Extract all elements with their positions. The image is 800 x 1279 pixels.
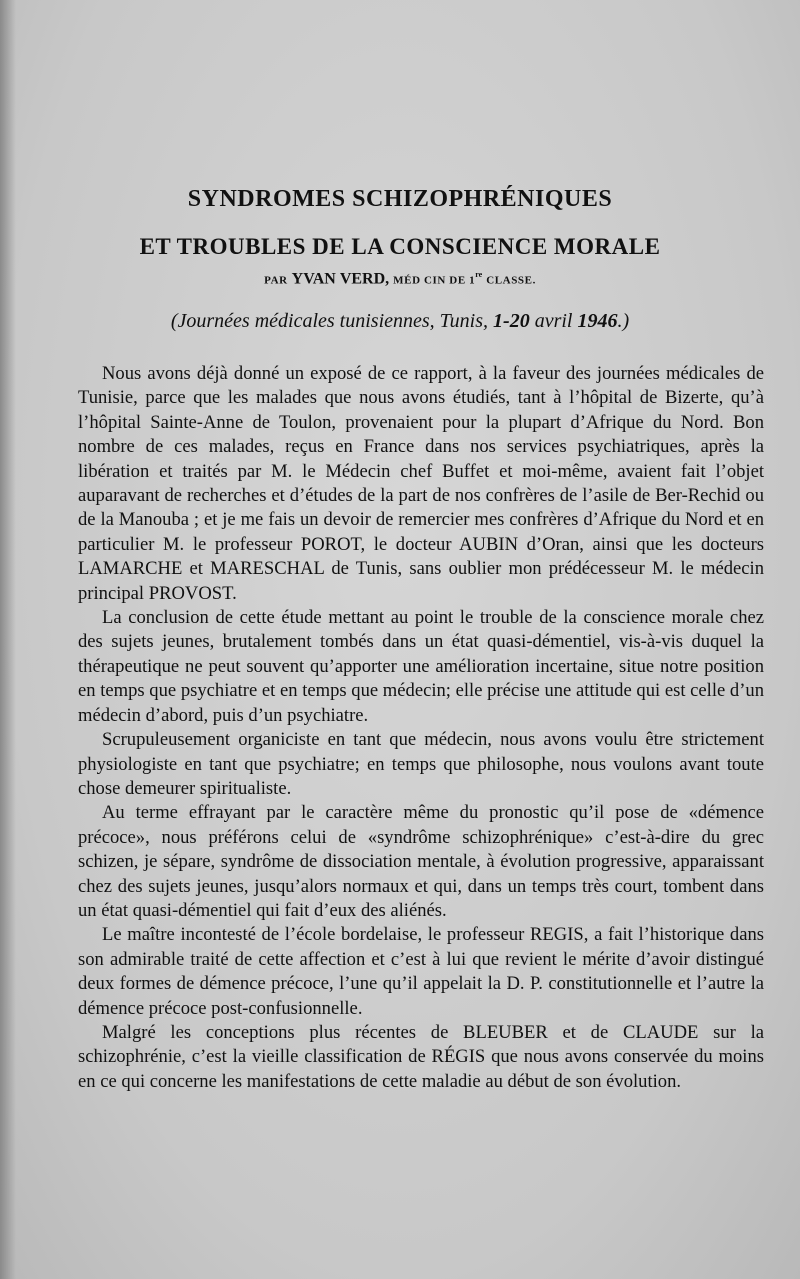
author-role: MÉD CIN DE 1 [393, 274, 476, 287]
conference-year: 1946 [577, 310, 618, 332]
paragraph: Scrupuleusement organiciste en tant que médecin, nous avons voulu être strictement physiologiste en tant que psychiatre; en temps que philosophe, nous voulons avant toute chose demeurer spiritualiste. [78, 729, 764, 799]
article-title-line-2: ET TROUBLES DE LA CONSCIENCE MORALE [139, 234, 661, 259]
paragraph: La conclusion de cette étude mettant au point le trouble de la conscience morale chez des sujets jeunes, brutalement tombés dans un état quasi-démentiel, vis-à-vis duquel la thérapeutique ne peut souvent qu’apporter une amélioration incertaine, situe notre position en temps que psychiatre et en temps que médecin; elle précise une attitude qui est celle d’un médecin d’abord, puis d’un psychiatre. [78, 607, 764, 726]
author-role-sup: re [475, 270, 483, 279]
conference-month: avril [534, 310, 573, 332]
paragraph: Nous avons déjà donné un exposé de ce rapport, à la faveur des journées médicales de Tunisie, parce que les malades que nous avons étudiés, tant à l’hôpital de Bizerte, qu’à l’hôpital Sainte-Anne de Toulon, provenaient pour la plupart d’Afrique du Nord. Bon nombre de ces malades, reçus en France dans nos services psychiatriques, après la libération et traités par M. le Médecin chef Buffet et moi-même, avaient fait l’objet auparavant de recherches et d’études de la part de nos confrères de l’asile de Ber-Rechid ou de la Manouba ; et je me fais un devoir de remercier mes confrères d’Afrique du Nord et en particulier M. le professeur POROT, le docteur AUBIN d’Oran, ainsi que les docteurs LAMARCHE et MARESCHAL de Tunis, sans oublier mon prédécesseur M. le médecin principal PROVOST. [78, 363, 764, 604]
article-title-line-1: SYNDROMES SCHIZOPHRÉNIQUES [187, 186, 613, 212]
author-byline [0, 270, 800, 288]
conference-dates: 1-20 [493, 310, 530, 332]
paragraph: Au terme effrayant par le caractère même du pronostic qu’il pose de «démence précoce», nous préférons celui de «syndrôme schizophrénique» c’est-à-dire du grec schizen, je sépare, syndrôme de dissociation mentale, à évolution progressive, apparaissant chez des sujets jeunes, jusqu’alors normaux et qui, dans un temps très court, tombent dans un état quasi-démentiel qui fait d’eux des aliénés. [78, 802, 764, 921]
conference-open: ( [170, 310, 178, 332]
paragraph: Malgré les conceptions plus récentes de BLEUBER et de CLAUDE sur la schizophrénie, c’est la vieille classification de RÉGIS que nous avons conservée du moins en ce qui concerne les manifestations de cette maladie au début de son évolution. [78, 1021, 764, 1092]
author-role-end: CLASSE. [486, 274, 536, 287]
conference-close: .) [617, 310, 630, 332]
article-body [78, 362, 764, 1094]
conference-line [0, 310, 800, 333]
conference-name: Journées médicales tunisiennes, Tunis, [177, 310, 489, 332]
byline-par: PAR [264, 274, 288, 287]
author-first-name: YVAN [291, 270, 336, 288]
author-last-name: VERD, [339, 270, 390, 288]
paragraph: Le maître incontesté de l’école bordelaise, le professeur REGIS, a fait l’historique dans son admirable traité de cette affection et c’est à lui que revient le mérite d’avoir distingué deux formes de démence précoce, l’une qu’il appelait la D. P. constitutionnelle et l’autre la démence précoce post-confusionnelle. [78, 924, 764, 1019]
